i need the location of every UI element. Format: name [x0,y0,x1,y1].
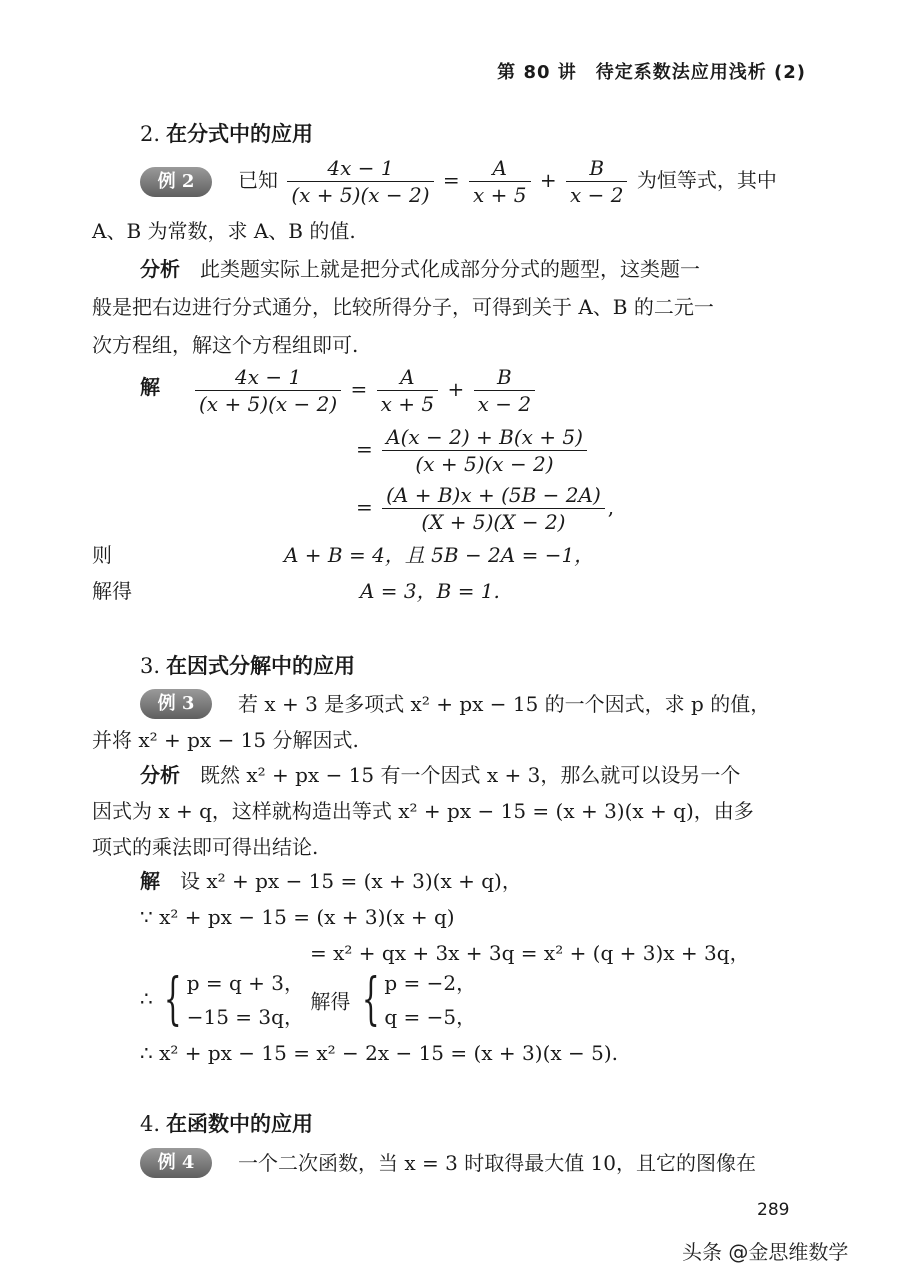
section-heading-3 [140,650,355,680]
left-brace-icon: { [164,967,182,1032]
solution-3-line-3: = x² + qx + 3x + 3q = x² + (q + 3)x + 3q， [310,941,750,965]
fraction-b [474,364,535,417]
example-badge-4 [140,1148,212,1178]
solution-3-line-1 [140,864,522,898]
analysis-3-line-2: 因式为 x + q，这样就构造出等式 x² + px − 15 = (x + 3)(x + q)，由多 [92,799,754,823]
example-badge-3 [140,689,212,719]
analysis-text: 此类题实际上就是把分式化成部分分式的题型，这类题一 [200,257,700,281]
solution-2-step-3: = $\frac{(A + B)x + (5B - 2A)}{(X + 5)(X - 2)}$ , [356,483,615,534]
frac-denominator: (x + 5)(x − 2) [199,392,338,416]
fraction-lhs [287,155,433,208]
solution-text: 设 x² + px − 15 = (x + 3)(x + q)， [180,869,522,893]
page-number: 289 [757,1200,790,1220]
section-number: 3. [140,654,161,678]
frac-numerator: 4x − 1 [287,155,433,182]
example-badge-label: 例 2 [157,171,195,192]
example-badge-label: 例 4 [157,1152,195,1173]
frac-numerator: B [566,155,627,182]
example-4-line-1: 一个二次函数，当 x = 3 时取得最大值 10，且它的图像在 [238,1151,756,1175]
solve-label: 解得 [92,579,132,603]
solution-2-step-2: = $\frac{A(x - 2) + B(x + 5)}{(x + 5)(x - 2)}$ [356,424,590,477]
frac-numerator: A [377,364,438,391]
analysis-label: 分析 [140,257,180,281]
section-title: 在分式中的应用 [166,122,314,146]
fraction-combined [382,424,587,477]
frac-denominator: x + 5 [380,392,435,416]
section-number: 2. [140,122,161,146]
result-text: A = 3，B = 1. [360,579,500,603]
solution-2-step-1: $\frac{4x - 1}{(x + 5)(x - 2)}$ = $\frac{A}{x + 5}$ + $\frac{B}{x - 2}$ [192,364,538,417]
therefore-symbol: ∴ [140,986,153,1011]
fraction-a [377,364,438,417]
then-equation [284,538,594,572]
example-badge-2 [140,167,212,197]
frac-numerator: A(x − 2) + B(x + 5) [382,424,587,451]
example-badge-label: 例 3 [157,693,195,714]
frac-denominator: x + 5 [473,183,527,207]
solve-result [360,574,500,608]
left-brace-icon: { [361,967,380,1032]
solution-label: 解 [140,869,160,893]
solution-3-line-2: ∵ x² + px − 15 = (x + 3)(x + q) [140,905,455,929]
analysis-label: 分析 [140,763,180,787]
system-row: −15 = 3q， [186,1005,304,1029]
equation-system-1 [187,966,304,1034]
solution-3-final: ∴ x² + px − 15 = x² − 2x − 15 = (x + 3)(x − 5). [140,1041,619,1065]
frac-denominator: x − 2 [477,392,532,416]
equation-system-row [140,966,476,1034]
analysis-2-line-3: 次方程组，解这个方程组即可. [92,333,359,357]
frac-denominator: x − 2 [569,183,624,207]
frac-denominator: (X + 5)(X − 2) [421,510,566,534]
solution-label-2: 解 [140,375,160,399]
example-3-line-1: 若 x + 3 是多项式 x² + px − 15 的一个因式，求 p 的值， [238,692,771,716]
section-heading-2 [140,118,313,148]
example-2-line-2: A、B 为常数，求 A、B 的值. [92,219,356,243]
equation-text: A + B = 4，且 5B − 2A = −1， [284,543,595,567]
frac-denominator: (x + 5)(x − 2) [291,183,430,207]
analysis-2-line-2: 般是把右边进行分式通分，比较所得分子，可得到关于 A、B 的二元一 [92,295,714,319]
page-header: 第 80 讲 待定系数法应用浅析 (2) [497,62,806,83]
frac-numerator: B [474,364,535,391]
section-title: 在函数中的应用 [166,1112,314,1136]
watermark: 头条 @金思维数学 [682,1240,849,1264]
example-3-line-2: 并将 x² + px − 15 分解因式. [92,728,359,752]
frac-numerator: (A + B)x + (5B − 2A) [382,482,605,509]
system-row: p = −2， [384,971,477,995]
equation-system-2 [384,966,476,1034]
analysis-2-line-1 [140,252,700,286]
section-title: 在因式分解中的应用 [166,654,356,678]
frac-denominator: (x + 5)(x − 2) [415,452,554,476]
section-heading-4 [140,1108,313,1138]
analysis-text: 既然 x² + px − 15 有一个因式 x + 3，那么就可以设另一个 [200,763,741,787]
fraction-b [566,155,627,208]
section-number: 4. [140,1112,161,1136]
then-label: 则 [92,543,112,567]
system-row: q = −5， [384,1005,477,1029]
intro-text: 已知 [238,168,278,192]
frac-numerator: A [469,155,530,182]
fraction-lhs [195,364,341,417]
analysis-3-line-1 [140,758,740,792]
system-row: p = q + 3， [186,971,305,995]
analysis-3-line-3: 项式的乘法即可得出结论. [92,835,319,859]
solve-word: 解得 [310,989,351,1014]
statement-tail: 为恒等式，其中 [636,168,777,192]
fraction-a [469,155,530,208]
example-2-statement: 已知 $\frac{4x - 1}{(x + 5)(x - 2)}$ = $\frac{A}{x + 5}$ + $\frac{B}{x - 2}$ 为恒等式，其中 [238,156,777,207]
frac-numerator: 4x − 1 [195,364,341,391]
fraction-expanded [382,482,605,535]
